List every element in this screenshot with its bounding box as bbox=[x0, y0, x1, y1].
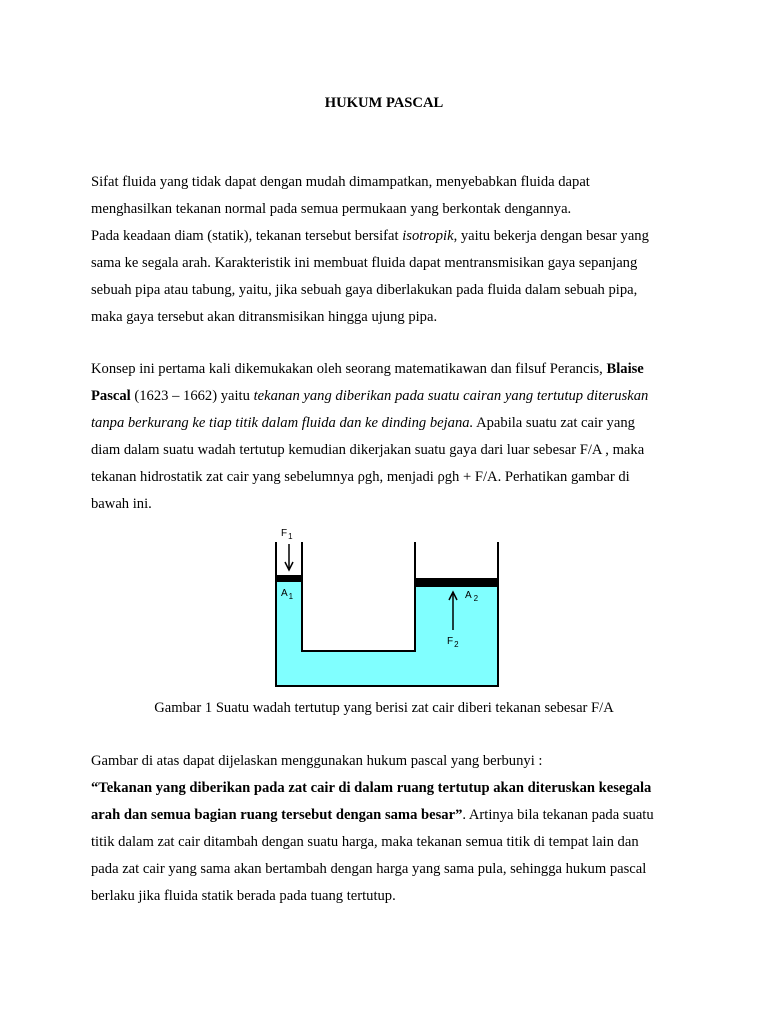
text-line: titik dalam zat cair ditambah dengan suatu harga, maka tekanan semua titik di tempat lain dan bbox=[91, 834, 639, 850]
label-a1: $A_1$ bbox=[281, 588, 294, 601]
paragraph-fluid-properties bbox=[91, 169, 681, 331]
vessel-diagram bbox=[262, 524, 512, 694]
text-line bbox=[91, 802, 681, 829]
text-run: Apabila suatu zat cair yang bbox=[473, 415, 635, 431]
text-line: berlaku jika fluida statik berada pada tuang tertutup. bbox=[91, 888, 396, 904]
text-line: sebuah pipa atau tabung, yaitu, jika sebuah gaya diberlakukan pada fluida dalam sebuah pipa, bbox=[91, 282, 638, 298]
text-line: sama ke segala arah. Karakteristik ini membuat fluida dapat mentransmisikan gaya sepanjang bbox=[91, 255, 638, 271]
text-line: tekanan hidrostatik zat cair yang sebelumnya ρgh, menjadi ρgh + F/A. Perhatikan gambar di bbox=[91, 469, 630, 485]
text-line: menghasilkan tekanan normal pada semua permukaan yang berkontak dengannya. bbox=[91, 201, 572, 217]
text-line bbox=[91, 356, 681, 383]
text-line bbox=[91, 383, 681, 410]
bold-name: Pascal bbox=[91, 388, 131, 404]
text-line: pada zat cair yang sama akan bertambah dengan harga yang sama pula, sehingga hukum pascal bbox=[91, 861, 647, 877]
piston-a1 bbox=[276, 575, 302, 582]
pascal-vessel-figure bbox=[262, 524, 512, 694]
italic-statement: tekanan yang diberikan pada suatu cairan yang tertutup diteruskan bbox=[253, 388, 649, 404]
bold-name: Blaise bbox=[606, 361, 644, 377]
figure-caption: Gambar 1 Suatu wadah tertutup yang berisi zat cair diberi tekanan sebesar F/A bbox=[154, 700, 614, 716]
text-line: diam dalam suatu wadah tertutup kemudian dikerjakan suatu gaya dari luar sebesar F/A , maka bbox=[91, 442, 645, 458]
text-run: . Artinya bila tekanan pada suatu bbox=[462, 807, 654, 823]
text-run: Pada keadaan diam (statik), tekanan tersebut bersifat bbox=[91, 228, 403, 244]
label-f1: $F_1$ bbox=[281, 528, 293, 541]
text-run: Konsep ini pertama kali dikemukakan oleh seorang matematikawan dan filsuf Perancis, bbox=[91, 361, 607, 377]
paragraph-pascal-concept bbox=[91, 356, 681, 518]
bold-quote: arah dan semua bagian ruang tersebut dengan sama besar” bbox=[91, 807, 463, 823]
text-line bbox=[91, 223, 681, 250]
text-line: Gambar di atas dapat dijelaskan menggunakan hukum pascal yang berbunyi : bbox=[91, 753, 543, 769]
paragraph-pascal-law bbox=[91, 748, 681, 910]
text-line bbox=[91, 410, 681, 437]
text-line: bawah ini. bbox=[91, 496, 152, 512]
label-a2: A $_2$ bbox=[465, 590, 479, 603]
italic-statement: tanpa berkurang ke tiap titik dalam fluida dan ke dinding bejana. bbox=[91, 415, 474, 431]
page-title: HUKUM PASCAL bbox=[324, 95, 444, 111]
piston-a2 bbox=[415, 578, 498, 587]
italic-term: isotropik bbox=[402, 228, 454, 244]
label-f2: $F_2$ bbox=[447, 636, 459, 649]
text-run: , yaitu bekerja dengan besar yang bbox=[453, 228, 649, 244]
text-run: (1623 – 1662) yaitu bbox=[130, 388, 254, 404]
text-line bbox=[91, 775, 681, 802]
text-line: Sifat fluida yang tidak dapat dengan mudah dimampatkan, menyebabkan fluida dapat bbox=[91, 174, 590, 190]
bold-quote: “Tekanan yang diberikan pada zat cair di dalam ruang tertutup akan diteruskan kesegala bbox=[91, 780, 652, 796]
text-line: maka gaya tersebut akan ditransmisikan hingga ujung pipa. bbox=[91, 309, 438, 325]
